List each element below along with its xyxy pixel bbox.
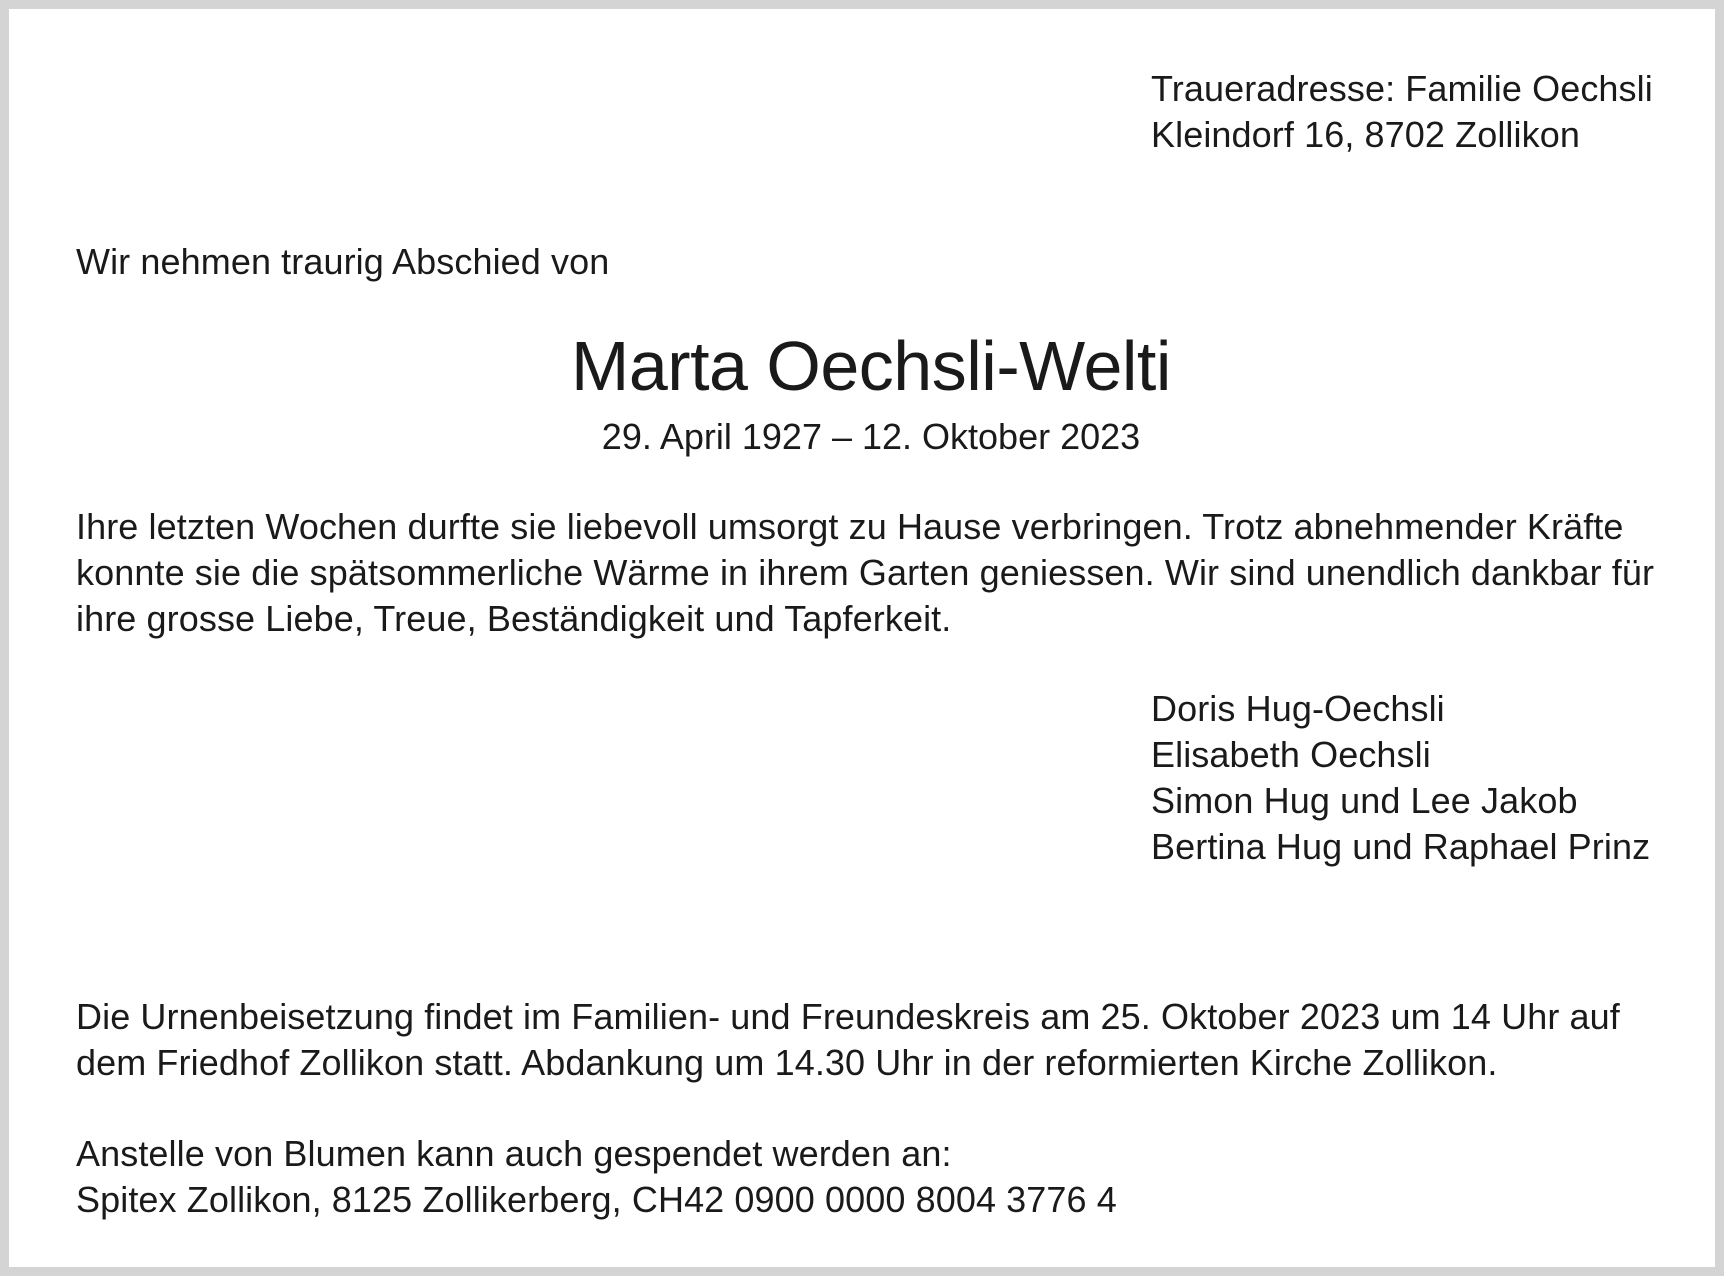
ceremony-details	[76, 994, 1620, 1086]
paragraph-line: konnte sie die spätsommerliche Wärme in ihrem Garten geniessen. Wir sind unendlich dankbar für	[76, 552, 1655, 593]
ceremony-line: Die Urnenbeisetzung findet im Familien- und Freundeskreis am 25. Oktober 2023 um 14 Uhr auf	[76, 996, 1620, 1037]
address-line-1: Traueradresse: Familie Oechsli	[1151, 68, 1653, 109]
life-dates: 29. April 1927 – 12. Oktober 2023	[601, 416, 1141, 457]
donation-line-1: Anstelle von Blumen kann auch gespendet werden an:	[76, 1133, 952, 1174]
address-line-2: Kleindorf 16, 8702 Zollikon	[1151, 114, 1580, 155]
paragraph-line: ihre grosse Liebe, Treue, Beständigkeit und Tapferkeit.	[76, 598, 952, 639]
mourners-list	[1151, 686, 1650, 870]
donation-line-2: Spitex Zollikon, 8125 Zollikerberg, CH42 0900 0000 8004 3776 4	[76, 1179, 1117, 1220]
mourner-name: Bertina Hug und Raphael Prinz	[1151, 826, 1651, 867]
deceased-name: Marta Oechsli-Welti	[571, 327, 1171, 405]
intro-text: Wir nehmen traurig Abschied von	[76, 241, 610, 282]
ceremony-line: dem Friedhof Zollikon statt. Abdankung um 14.30 Uhr in der reformierten Kirche Zollikon.	[76, 1042, 1498, 1083]
donation-info	[76, 1131, 1117, 1223]
paragraph-line: Ihre letzten Wochen durfte sie liebevoll umsorgt zu Hause verbringen. Trotz abnehmender Kräfte	[76, 506, 1624, 547]
memorial-paragraph	[76, 504, 1654, 642]
mourner-name: Doris Hug-Oechsli	[1151, 688, 1445, 729]
mourner-name: Elisabeth Oechsli	[1151, 734, 1431, 775]
mourner-name: Simon Hug und Lee Jakob	[1151, 780, 1578, 821]
mourning-address	[1151, 66, 1653, 158]
